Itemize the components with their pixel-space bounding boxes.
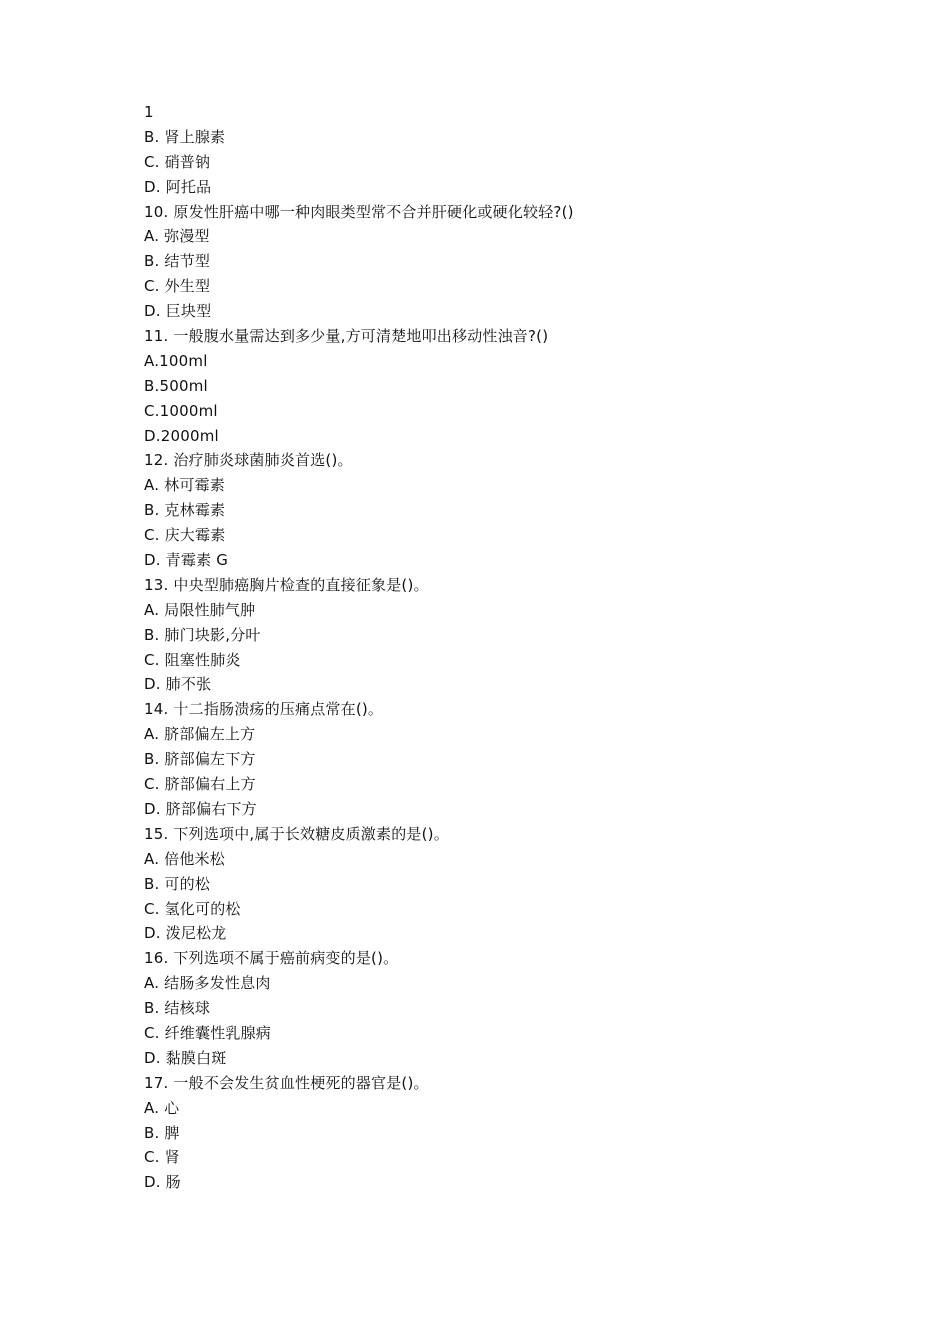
answer-option: B. 克林霉素 bbox=[144, 501, 226, 520]
answer-option: C. 庆大霉素 bbox=[144, 526, 226, 545]
answer-option: B. 肺门块影,分叶 bbox=[144, 625, 261, 644]
answer-option: A. 脐部偏左上方 bbox=[144, 725, 256, 744]
question-stem: 13. 中央型肺癌胸片检查的直接征象是()。 bbox=[144, 575, 429, 594]
text-line: B. 肾上腺素 bbox=[144, 127, 226, 146]
answer-option: C.1000ml bbox=[144, 401, 218, 420]
question-stem: 12. 治疗肺炎球菌肺炎首选()。 bbox=[144, 451, 353, 470]
question-stem: 17. 一般不会发生贫血性梗死的器官是()。 bbox=[144, 1073, 429, 1092]
answer-option: A. 倍他米松 bbox=[144, 849, 225, 868]
answer-option: B.500ml bbox=[144, 376, 208, 395]
answer-option: C. 纤维囊性乳腺病 bbox=[144, 1023, 272, 1042]
text-line: D. 阿托品 bbox=[144, 177, 212, 196]
answer-option: A. 弥漫型 bbox=[144, 227, 210, 246]
answer-option: C. 外生型 bbox=[144, 277, 211, 296]
answer-option: D. 青霉素 G bbox=[144, 551, 229, 570]
answer-option: D. 肺不张 bbox=[144, 675, 212, 694]
answer-option: C. 阻塞性肺炎 bbox=[144, 650, 241, 669]
answer-option: B. 可的松 bbox=[144, 874, 211, 893]
answer-option: C. 肾 bbox=[144, 1148, 180, 1167]
text-line: C. 硝普钠 bbox=[144, 152, 211, 171]
answer-option: B. 脾 bbox=[144, 1123, 180, 1142]
answer-option: A. 心 bbox=[144, 1098, 180, 1117]
answer-option: A.100ml bbox=[144, 351, 208, 370]
question-stem: 15. 下列选项中,属于长效糖皮质激素的是()。 bbox=[144, 824, 449, 843]
answer-option: D. 黏膜白斑 bbox=[144, 1048, 227, 1067]
answer-option: D.2000ml bbox=[144, 426, 219, 445]
answer-option: B. 脐部偏左下方 bbox=[144, 750, 256, 769]
text-line: 1 bbox=[144, 103, 154, 121]
answer-option: A. 结肠多发性息肉 bbox=[144, 974, 271, 993]
answer-option: A. 林可霉素 bbox=[144, 476, 225, 495]
answer-option: C. 氢化可的松 bbox=[144, 899, 241, 918]
answer-option: D. 肠 bbox=[144, 1173, 181, 1192]
answer-option: A. 局限性肺气肿 bbox=[144, 600, 256, 619]
answer-option: B. 结核球 bbox=[144, 999, 211, 1018]
question-stem: 11. 一般腹水量需达到多少量,方可清楚地叩出移动性浊音?() bbox=[144, 327, 549, 346]
answer-option: D. 泼尼松龙 bbox=[144, 924, 227, 943]
question-stem: 16. 下列选项不属于癌前病变的是()。 bbox=[144, 949, 399, 968]
question-stem: 10. 原发性肝癌中哪一种肉眼类型常不合并肝硬化或硬化较轻?() bbox=[144, 202, 574, 221]
answer-option: D. 脐部偏右下方 bbox=[144, 799, 257, 818]
question-list bbox=[144, 100, 844, 1195]
answer-option: D. 巨块型 bbox=[144, 302, 212, 321]
question-stem: 14. 十二指肠溃疡的压痛点常在()。 bbox=[144, 700, 384, 719]
answer-option: C. 脐部偏右上方 bbox=[144, 775, 256, 794]
answer-option: B. 结节型 bbox=[144, 252, 211, 271]
